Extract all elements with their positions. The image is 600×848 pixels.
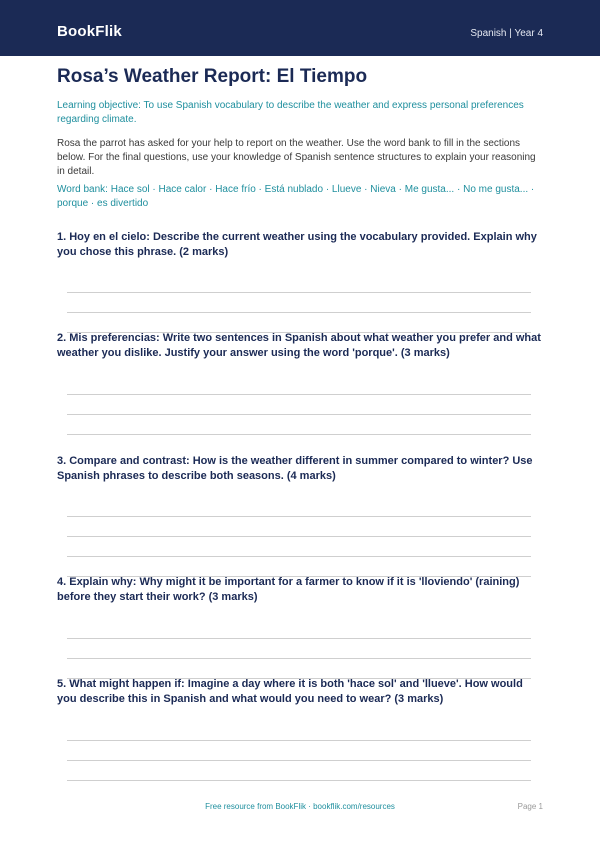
answer-line[interactable] <box>67 516 531 517</box>
page-title: Rosa’s Weather Report: El Tiempo <box>57 66 368 87</box>
answer-line[interactable] <box>67 312 531 313</box>
answer-line[interactable] <box>67 394 531 395</box>
answer-line[interactable] <box>67 414 531 415</box>
page-header <box>0 0 600 56</box>
answer-line[interactable] <box>67 740 531 741</box>
answer-line[interactable] <box>67 556 531 557</box>
answer-line[interactable] <box>67 638 531 639</box>
question-3: 3. Compare and contrast: How is the weather different in summer compared to winter? Use Spanish phrases to describe both seasons. (4 marks) <box>57 455 533 482</box>
word-bank: Word bank: Hace sol · Hace calor · Hace frío · Está nublado · Llueve · Nieva · Me gusta... · No me gusta... · porque · es divertido <box>57 184 535 209</box>
intro-text: Rosa the parrot has asked for your help to report on the weather. Use the word bank to fill in the sections below. For the final questions, use your knowledge of Spanish sentence structures to explain your reasoning in detail. <box>57 138 536 177</box>
question-1: 1. Hoy en el cielo: Describe the current weather using the vocabulary provided. Explain why you chose this phrase. (2 marks) <box>57 231 537 258</box>
footer-resource-link[interactable]: Free resource from BookFlik · bookflik.com/resources <box>205 802 395 811</box>
answer-line[interactable] <box>67 658 531 659</box>
subject-year-label: Spanish | Year 4 <box>470 28 543 39</box>
answer-line[interactable] <box>67 780 531 781</box>
question-5: 5. What might happen if: Imagine a day where it is both 'hace sol' and 'llueve'. How would you describe this in Spanish and what would you need to wear? (3 marks) <box>57 678 523 705</box>
brand-logo: BookFlik <box>57 23 122 40</box>
answer-line[interactable] <box>67 536 531 537</box>
learning-objective: Learning objective: To use Spanish vocabulary to describe the weather and express personal preferences regarding climate. <box>57 100 524 125</box>
question-4: 4. Explain why: Why might it be important for a farmer to know if it is 'lloviendo' (raining) before they start their work? (3 marks) <box>57 576 520 603</box>
question-2: 2. Mis preferencias: Write two sentences in Spanish about what weather you prefer and what weather you dislike. Justify your answer using the word 'porque'. (3 marks) <box>57 332 541 359</box>
answer-line[interactable] <box>67 760 531 761</box>
page-number: Page 1 <box>517 802 543 811</box>
answer-line[interactable] <box>67 434 531 435</box>
answer-line[interactable] <box>67 292 531 293</box>
